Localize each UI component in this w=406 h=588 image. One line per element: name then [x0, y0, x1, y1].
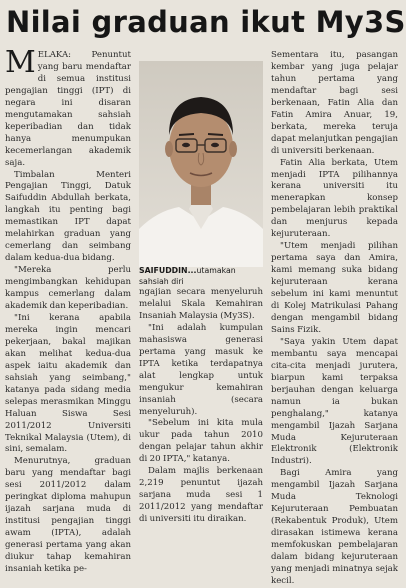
article-paragraph: "Ini adalah kumpulan mahasiswa generasi pertama yang masuk ke IPTA ketika terdapatnya alat lengkap untuk mengukur kemahiran insaniah (secara menyeluruh). — [139, 322, 263, 417]
article-column-2 — [139, 287, 263, 525]
portrait-illustration — [139, 61, 263, 267]
portrait-photo — [139, 61, 263, 267]
headline: Nilai graduan ikut My3S — [6, 5, 406, 39]
article-paragraph: "Saya yakin Utem dapat membantu saya mencapai cita-cita menjadi jurutera, biarpun kami terpaksa berjauhan dengan keluarga namun ia bukan penghalang," katanya mengambil Ijazah Sarjana Muda Kejuruteraan Elektronik (Elektronik Industri). — [271, 336, 398, 467]
article-paragraph: MELAKA: Penuntut yang baru mendaftar di semua institusi pengajian tinggi (IPT) di negara ini disaran mengutamakan sahsiah keperibadian dan tidak hanya menumpukan kecemerlangan akademik saja. — [5, 45, 131, 168]
caption-name: SAIFUDDIN... — [139, 266, 197, 275]
article-column-1 — [5, 45, 131, 574]
photo-caption — [139, 266, 263, 287]
article-paragraph: ngajian secara menyeluruh melalui Skala Kemahiran Insaniah Malaysia (My3S). — [139, 287, 263, 321]
article-paragraph: Bagi Amira yang mengambil Ijazah Sarjana Muda Teknologi Kejuruteraan Pembuatan (Rekabentuk Produk), Utem dirasakan istimewa kerana memfokuskan pembelajaran dalam bidang kejuruteraan yang menjadi minatnya sejak kecil. — [271, 468, 398, 586]
article-paragraph: "Ini kerana apabila mereka ingin mencari pekerjaan, bakal majikan akan melihat kedua-dua aspek iaitu akademik dan sahsiah yang seimbang," katanya pada sidang media selepas merasmikan Minggu Haluan Siswa Sesi 2011/2012 Universiti Teknikal Malaysia (Utem), di sini, semalam. — [5, 312, 131, 455]
article-paragraph: Timbalan Menteri Pengajian Tinggi, Datuk Saifuddin Abdullah berkata, langkah itu penting bagi memastikan IPT dapat melahirkan graduan yang cemerlang dan seimbang dalam kedua-dua bidang. — [5, 169, 131, 264]
dropcap: M — [5, 45, 36, 80]
article-paragraph: Sementara itu, pasangan kembar yang juga pelajar tahun pertama yang mendaftar bagi sesi berkenaan, Fatin Alia dan Fatin Amira Anuar, 19, berkata, mereka teruja dapat melanjutkan pengajian di universiti berkenaan. — [271, 50, 398, 156]
article-paragraph: "Mereka perlu mengimbangkan kehidupan kampus cemerlang dalam akademik dan keperibadian. — [5, 265, 131, 312]
article-paragraph: Fatin Alia berkata, Utem menjadi IPTA pilihannya kerana universiti itu menerapkan konsep pembelajaran lebih praktikal dan menjurus kepada kejuruteraan. — [271, 157, 398, 240]
article-column-3 — [271, 50, 398, 586]
article-paragraph: "Utem menjadi pilihan pertama saya dan Amira, kami memang suka bidang kejuruteraan kerana sebelum ini kami menuntut di Kolej Matrikulasi Pahang dengan mengambil bidang Sains Fizik. — [271, 241, 398, 335]
caption-text: utamakan sahsiah diri — [139, 266, 236, 286]
article-paragraph: Menurutnya, graduan baru yang mendaftar bagi sesi 2011/2012 dalam peringkat diploma mahupun ijazah sarjana muda di institusi pengajian tinggi awam (IPTA), adalah generasi pertama yang akan diukur tahap kemahiran insaniah ketika pe- — [5, 456, 131, 574]
article-paragraph: Dalam majlis berkenaan 2,219 penuntut ijazah sarjana muda sesi 1 2011/2012 yang mendaftar di universiti itu diraikan. — [139, 466, 263, 525]
article-paragraph: "Sebelum ini kita mula ukur pada tahun 2010 dengan pelajar tahun akhir di 20 IPTA," katanya. — [139, 418, 263, 465]
